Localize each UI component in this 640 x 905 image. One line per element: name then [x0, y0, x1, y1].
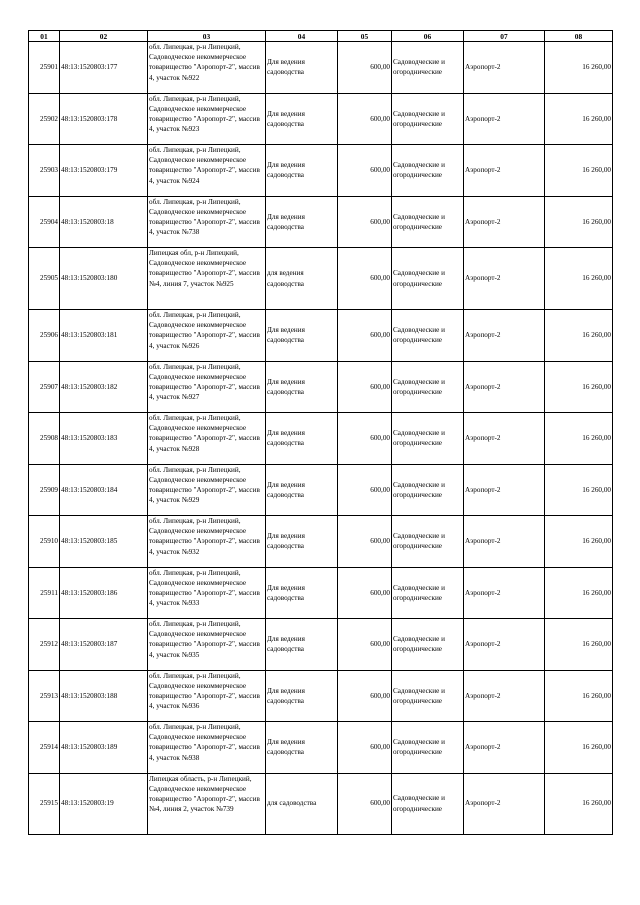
address-cell	[148, 464, 266, 516]
cadastral-value: 16 260,00	[582, 382, 611, 391]
address-cell	[148, 310, 266, 362]
location-name: Аэропорт-2	[465, 63, 501, 72]
row-number: 25913	[40, 691, 58, 700]
location-name: Аэропорт-2	[465, 691, 501, 700]
row-number: 25905	[40, 274, 58, 283]
address: обл. Липецкая, р-н Липецкий, Садоводческое некоммерческое товарищество "Аэропорт-2", массив 4, участок №924	[149, 146, 260, 185]
column-header: 04	[266, 31, 338, 42]
area-value: 600,00	[370, 382, 390, 391]
land-category-cell	[392, 145, 464, 197]
location-name-cell	[464, 145, 545, 197]
area-value: 600,00	[370, 743, 390, 752]
location-name-cell	[464, 248, 545, 310]
area-value-cell	[338, 516, 392, 568]
cadastral-value: 16 260,00	[582, 485, 611, 494]
land-category: Садоводческие и огороднические	[393, 109, 445, 128]
cadastral-number: 48:13:1520803:187	[61, 640, 118, 649]
address-cell	[148, 722, 266, 774]
address: обл. Липецкая, р-н Липецкий, Садоводческое некоммерческое товарищество "Аэропорт-2", массив 4, участок №932	[149, 517, 260, 556]
location-name: Аэропорт-2	[465, 434, 501, 443]
header-row	[29, 31, 613, 42]
land-category-cell	[392, 361, 464, 413]
cadastral-number: 48:13:1520803:186	[61, 588, 118, 597]
table-row	[29, 413, 613, 465]
area-value-cell	[338, 773, 392, 834]
table-row	[29, 464, 613, 516]
address-cell	[148, 567, 266, 619]
cadastral-value: 16 260,00	[582, 640, 611, 649]
table-row	[29, 773, 613, 834]
area-value: 600,00	[370, 640, 390, 649]
table-row	[29, 248, 613, 310]
cadastral-number-cell	[60, 773, 148, 834]
area-value: 600,00	[370, 485, 390, 494]
land-category-cell	[392, 93, 464, 145]
area-value: 600,00	[370, 274, 390, 283]
land-category-cell	[392, 722, 464, 774]
area-value: 600,00	[370, 799, 390, 808]
address: обл. Липецкая, р-н Липецкий, Садоводческое некоммерческое товарищество "Аэропорт-2", массив 4, участок №922	[149, 43, 260, 82]
cadastral-value-cell	[545, 196, 613, 248]
cadastral-number-cell	[60, 619, 148, 671]
land-register-table	[28, 30, 613, 835]
row-number-cell	[29, 516, 60, 568]
row-number-cell	[29, 773, 60, 834]
land-category: Садоводческие и огороднические	[393, 377, 445, 396]
permitted-use: Для ведения садоводства	[267, 109, 305, 128]
address: обл. Липецкая, р-н Липецкий, Садоводческое некоммерческое товарищество "Аэропорт-2", массив 4, участок №933	[149, 568, 260, 608]
cadastral-number-cell	[60, 722, 148, 774]
address: обл. Липецкая, р-н Липецкий, Садоводческое некоммерческое товарищество "Аэропорт-2", массив 4, участок №938	[149, 723, 260, 762]
permitted-use: Для ведения садоводства	[267, 161, 305, 180]
cadastral-number-cell	[60, 93, 148, 145]
cadastral-value: 16 260,00	[582, 588, 611, 597]
address: обл. Липецкая, р-н Липецкий, Садоводческое некоммерческое товарищество "Аэропорт-2", массив 4, участок №935	[149, 620, 260, 659]
area-value-cell	[338, 464, 392, 516]
row-number: 25903	[40, 166, 58, 175]
document-sheet	[28, 30, 612, 835]
area-value: 600,00	[370, 588, 390, 597]
location-name-cell	[464, 361, 545, 413]
cadastral-number: 48:13:1520803:183	[61, 434, 118, 443]
address-cell	[148, 196, 266, 248]
permitted-use-cell	[266, 722, 338, 774]
cadastral-number: 48:13:1520803:179	[61, 166, 118, 175]
permitted-use-cell	[266, 516, 338, 568]
land-category-cell	[392, 773, 464, 834]
address: Липецкая обл, р-н Липецкий, Садоводческое некоммерческое товарищество "Аэропорт-2", массив №4, линия 7, участок №925	[149, 249, 260, 288]
permitted-use-cell	[266, 773, 338, 834]
table-body	[29, 42, 613, 835]
row-number: 25910	[40, 537, 58, 546]
cadastral-value-cell	[545, 722, 613, 774]
permitted-use: Для ведения садоводства	[267, 532, 305, 551]
column-header: 02	[60, 31, 148, 42]
cadastral-number: 48:13:1520803:178	[61, 114, 118, 123]
row-number-cell	[29, 464, 60, 516]
permitted-use: Для ведения садоводства	[267, 429, 305, 448]
permitted-use: для ведения садоводства	[267, 269, 304, 288]
cadastral-value: 16 260,00	[582, 114, 611, 123]
address-cell	[148, 145, 266, 197]
location-name: Аэропорт-2	[465, 743, 501, 752]
land-category: Садоводческие и огороднические	[393, 532, 445, 551]
permitted-use-cell	[266, 248, 338, 310]
cadastral-value-cell	[545, 413, 613, 465]
land-category: Садоводческие и огороднические	[393, 326, 445, 345]
address: обл. Липецкая, р-н Липецкий, Садоводческое некоммерческое товарищество "Аэропорт-2", массив 4, участок №928	[149, 414, 260, 453]
permitted-use: Для ведения садоводства	[267, 583, 305, 602]
cadastral-value: 16 260,00	[582, 274, 611, 283]
cadastral-value-cell	[545, 670, 613, 722]
address-cell	[148, 670, 266, 722]
cadastral-value-cell	[545, 145, 613, 197]
area-value: 600,00	[370, 434, 390, 443]
address-cell	[148, 516, 266, 568]
area-value-cell	[338, 248, 392, 310]
land-category: Садоводческие и огороднические	[393, 583, 445, 602]
location-name-cell	[464, 722, 545, 774]
location-name-cell	[464, 464, 545, 516]
table-row	[29, 670, 613, 722]
cadastral-number-cell	[60, 670, 148, 722]
permitted-use-cell	[266, 93, 338, 145]
permitted-use-cell	[266, 310, 338, 362]
table-row	[29, 145, 613, 197]
address: обл. Липецкая, р-н Липецкий, Садоводческое некоммерческое товарищество "Аэропорт-2", массив 4, участок №929	[149, 465, 260, 505]
cadastral-number: 48:13:1520803:185	[61, 537, 118, 546]
land-category: Садоводческие и огороднические	[393, 58, 445, 77]
cadastral-number: 48:13:1520803:181	[61, 331, 118, 340]
cadastral-number-cell	[60, 42, 148, 94]
row-number-cell	[29, 413, 60, 465]
location-name-cell	[464, 670, 545, 722]
row-number-cell	[29, 93, 60, 145]
row-number: 25906	[40, 331, 58, 340]
area-value-cell	[338, 42, 392, 94]
area-value: 600,00	[370, 217, 390, 226]
location-name: Аэропорт-2	[465, 537, 501, 546]
cadastral-number-cell	[60, 145, 148, 197]
address-cell	[148, 248, 266, 310]
cadastral-value: 16 260,00	[582, 63, 611, 72]
row-number: 25904	[40, 217, 58, 226]
row-number-cell	[29, 248, 60, 310]
area-value-cell	[338, 93, 392, 145]
cadastral-value-cell	[545, 773, 613, 834]
cadastral-value-cell	[545, 248, 613, 310]
land-category-cell	[392, 413, 464, 465]
column-header: 08	[545, 31, 613, 42]
column-header: 03	[148, 31, 266, 42]
table-row	[29, 361, 613, 413]
cadastral-value: 16 260,00	[582, 217, 611, 226]
land-category: Садоводческие и огороднические	[393, 686, 445, 705]
land-category-cell	[392, 619, 464, 671]
row-number-cell	[29, 310, 60, 362]
cadastral-value-cell	[545, 464, 613, 516]
area-value: 600,00	[370, 166, 390, 175]
area-value-cell	[338, 145, 392, 197]
cadastral-value: 16 260,00	[582, 691, 611, 700]
table-row	[29, 516, 613, 568]
table-row	[29, 310, 613, 362]
location-name: Аэропорт-2	[465, 588, 501, 597]
area-value-cell	[338, 413, 392, 465]
row-number-cell	[29, 722, 60, 774]
permitted-use: Для ведения садоводства	[267, 480, 305, 499]
cadastral-number-cell	[60, 413, 148, 465]
cadastral-number-cell	[60, 567, 148, 619]
column-header: 06	[392, 31, 464, 42]
land-category-cell	[392, 516, 464, 568]
row-number: 25912	[40, 640, 58, 649]
area-value-cell	[338, 196, 392, 248]
cadastral-number-cell	[60, 248, 148, 310]
area-value: 600,00	[370, 63, 390, 72]
row-number: 25911	[40, 588, 58, 597]
table-row	[29, 93, 613, 145]
address-cell	[148, 42, 266, 94]
permitted-use-cell	[266, 413, 338, 465]
row-number: 25907	[40, 382, 58, 391]
permitted-use: Для ведения садоводства	[267, 212, 305, 231]
address: обл. Липецкая, р-н Липецкий, Садоводческое некоммерческое товарищество "Аэропорт-2", массив 4, участок №923	[149, 94, 260, 134]
land-category-cell	[392, 464, 464, 516]
cadastral-value: 16 260,00	[582, 799, 611, 808]
cadastral-number-cell	[60, 196, 148, 248]
location-name-cell	[464, 619, 545, 671]
permitted-use-cell	[266, 670, 338, 722]
permitted-use-cell	[266, 42, 338, 94]
location-name-cell	[464, 516, 545, 568]
table-row	[29, 196, 613, 248]
address: обл. Липецкая, р-н Липецкий, Садоводческое некоммерческое товарищество "Аэропорт-2", массив 4, участок №738	[149, 197, 260, 237]
cadastral-value: 16 260,00	[582, 537, 611, 546]
cadastral-value-cell	[545, 361, 613, 413]
land-category: Садоводческие и огороднические	[393, 480, 445, 499]
cadastral-value-cell	[545, 619, 613, 671]
area-value-cell	[338, 567, 392, 619]
address-cell	[148, 619, 266, 671]
land-category-cell	[392, 567, 464, 619]
row-number: 25902	[40, 114, 58, 123]
permitted-use-cell	[266, 567, 338, 619]
location-name: Аэропорт-2	[465, 274, 501, 283]
column-header: 01	[29, 31, 60, 42]
area-value-cell	[338, 310, 392, 362]
permitted-use-cell	[266, 464, 338, 516]
area-value-cell	[338, 361, 392, 413]
cadastral-value: 16 260,00	[582, 434, 611, 443]
address: обл. Липецкая, р-н Липецкий, Садоводческое некоммерческое товарищество "Аэропорт-2", массив 4, участок №926	[149, 311, 260, 350]
cadastral-value: 16 260,00	[582, 166, 611, 175]
address-cell	[148, 413, 266, 465]
permitted-use: Для ведения садоводства	[267, 686, 305, 705]
location-name-cell	[464, 93, 545, 145]
table-row	[29, 722, 613, 774]
row-number-cell	[29, 670, 60, 722]
area-value-cell	[338, 722, 392, 774]
cadastral-value-cell	[545, 516, 613, 568]
cadastral-number: 48:13:1520803:177	[61, 63, 118, 72]
column-header: 05	[338, 31, 392, 42]
permitted-use: Для ведения садоводства	[267, 738, 305, 757]
land-category: Садоводческие и огороднические	[393, 269, 445, 288]
land-category: Садоводческие и огороднические	[393, 635, 445, 654]
land-category: Садоводческие и огороднические	[393, 212, 445, 231]
land-category-cell	[392, 196, 464, 248]
location-name: Аэропорт-2	[465, 166, 501, 175]
location-name-cell	[464, 413, 545, 465]
location-name: Аэропорт-2	[465, 382, 501, 391]
area-value-cell	[338, 670, 392, 722]
location-name: Аэропорт-2	[465, 217, 501, 226]
location-name-cell	[464, 310, 545, 362]
area-value: 600,00	[370, 691, 390, 700]
permitted-use: для садоводства	[267, 799, 317, 808]
address: обл. Липецкая, р-н Липецкий, Садоводческое некоммерческое товарищество "Аэропорт-2", массив 4, участок №936	[149, 671, 260, 711]
address: Липецкая область, р-н Липецкий, Садоводческое некоммерческое товарищество "Аэропорт-2", массив №4, линия 2, участок №739	[149, 774, 260, 814]
location-name-cell	[464, 567, 545, 619]
location-name: Аэропорт-2	[465, 799, 501, 808]
row-number: 25909	[40, 485, 58, 494]
cadastral-number: 48:13:1520803:182	[61, 382, 118, 391]
address-cell	[148, 93, 266, 145]
land-category: Садоводческие и огороднические	[393, 429, 445, 448]
land-category: Садоводческие и огороднические	[393, 794, 445, 813]
permitted-use-cell	[266, 145, 338, 197]
row-number-cell	[29, 567, 60, 619]
row-number-cell	[29, 196, 60, 248]
cadastral-value-cell	[545, 567, 613, 619]
land-category: Садоводческие и огороднические	[393, 738, 445, 757]
cadastral-value: 16 260,00	[582, 743, 611, 752]
area-value: 600,00	[370, 114, 390, 123]
location-name: Аэропорт-2	[465, 114, 501, 123]
permitted-use: Для ведения садоводства	[267, 635, 305, 654]
cadastral-number-cell	[60, 310, 148, 362]
row-number: 25908	[40, 434, 58, 443]
row-number-cell	[29, 619, 60, 671]
row-number-cell	[29, 145, 60, 197]
location-name-cell	[464, 773, 545, 834]
cadastral-number: 48:13:1520803:189	[61, 743, 118, 752]
table-row	[29, 42, 613, 94]
land-category-cell	[392, 670, 464, 722]
address: обл. Липецкая, р-н Липецкий, Садоводческое некоммерческое товарищество "Аэропорт-2", массив 4, участок №927	[149, 362, 260, 402]
location-name-cell	[464, 42, 545, 94]
location-name-cell	[464, 196, 545, 248]
land-category-cell	[392, 248, 464, 310]
row-number: 25915	[40, 799, 58, 808]
permitted-use: Для ведения садоводства	[267, 58, 305, 77]
table-row	[29, 619, 613, 671]
row-number: 25901	[40, 63, 58, 72]
land-category: Садоводческие и огороднические	[393, 161, 445, 180]
cadastral-value-cell	[545, 93, 613, 145]
cadastral-number-cell	[60, 516, 148, 568]
cadastral-number: 48:13:1520803:18	[61, 217, 114, 226]
land-category-cell	[392, 310, 464, 362]
permitted-use: Для ведения садоводства	[267, 326, 305, 345]
address-cell	[148, 773, 266, 834]
area-value-cell	[338, 619, 392, 671]
row-number: 25914	[40, 743, 58, 752]
column-header: 07	[464, 31, 545, 42]
cadastral-number-cell	[60, 361, 148, 413]
cadastral-number-cell	[60, 464, 148, 516]
row-number-cell	[29, 42, 60, 94]
cadastral-number: 48:13:1520803:19	[61, 799, 114, 808]
cadastral-number: 48:13:1520803:188	[61, 691, 118, 700]
cadastral-value: 16 260,00	[582, 331, 611, 340]
table-row	[29, 567, 613, 619]
area-value: 600,00	[370, 537, 390, 546]
address-cell	[148, 361, 266, 413]
permitted-use-cell	[266, 619, 338, 671]
area-value: 600,00	[370, 331, 390, 340]
permitted-use-cell	[266, 361, 338, 413]
row-number-cell	[29, 361, 60, 413]
cadastral-number: 48:13:1520803:180	[61, 274, 118, 283]
location-name: Аэропорт-2	[465, 331, 501, 340]
land-category-cell	[392, 42, 464, 94]
cadastral-number: 48:13:1520803:184	[61, 485, 118, 494]
cadastral-value-cell	[545, 42, 613, 94]
cadastral-value-cell	[545, 310, 613, 362]
location-name: Аэропорт-2	[465, 485, 501, 494]
location-name: Аэропорт-2	[465, 640, 501, 649]
permitted-use-cell	[266, 196, 338, 248]
permitted-use: Для ведения садоводства	[267, 377, 305, 396]
